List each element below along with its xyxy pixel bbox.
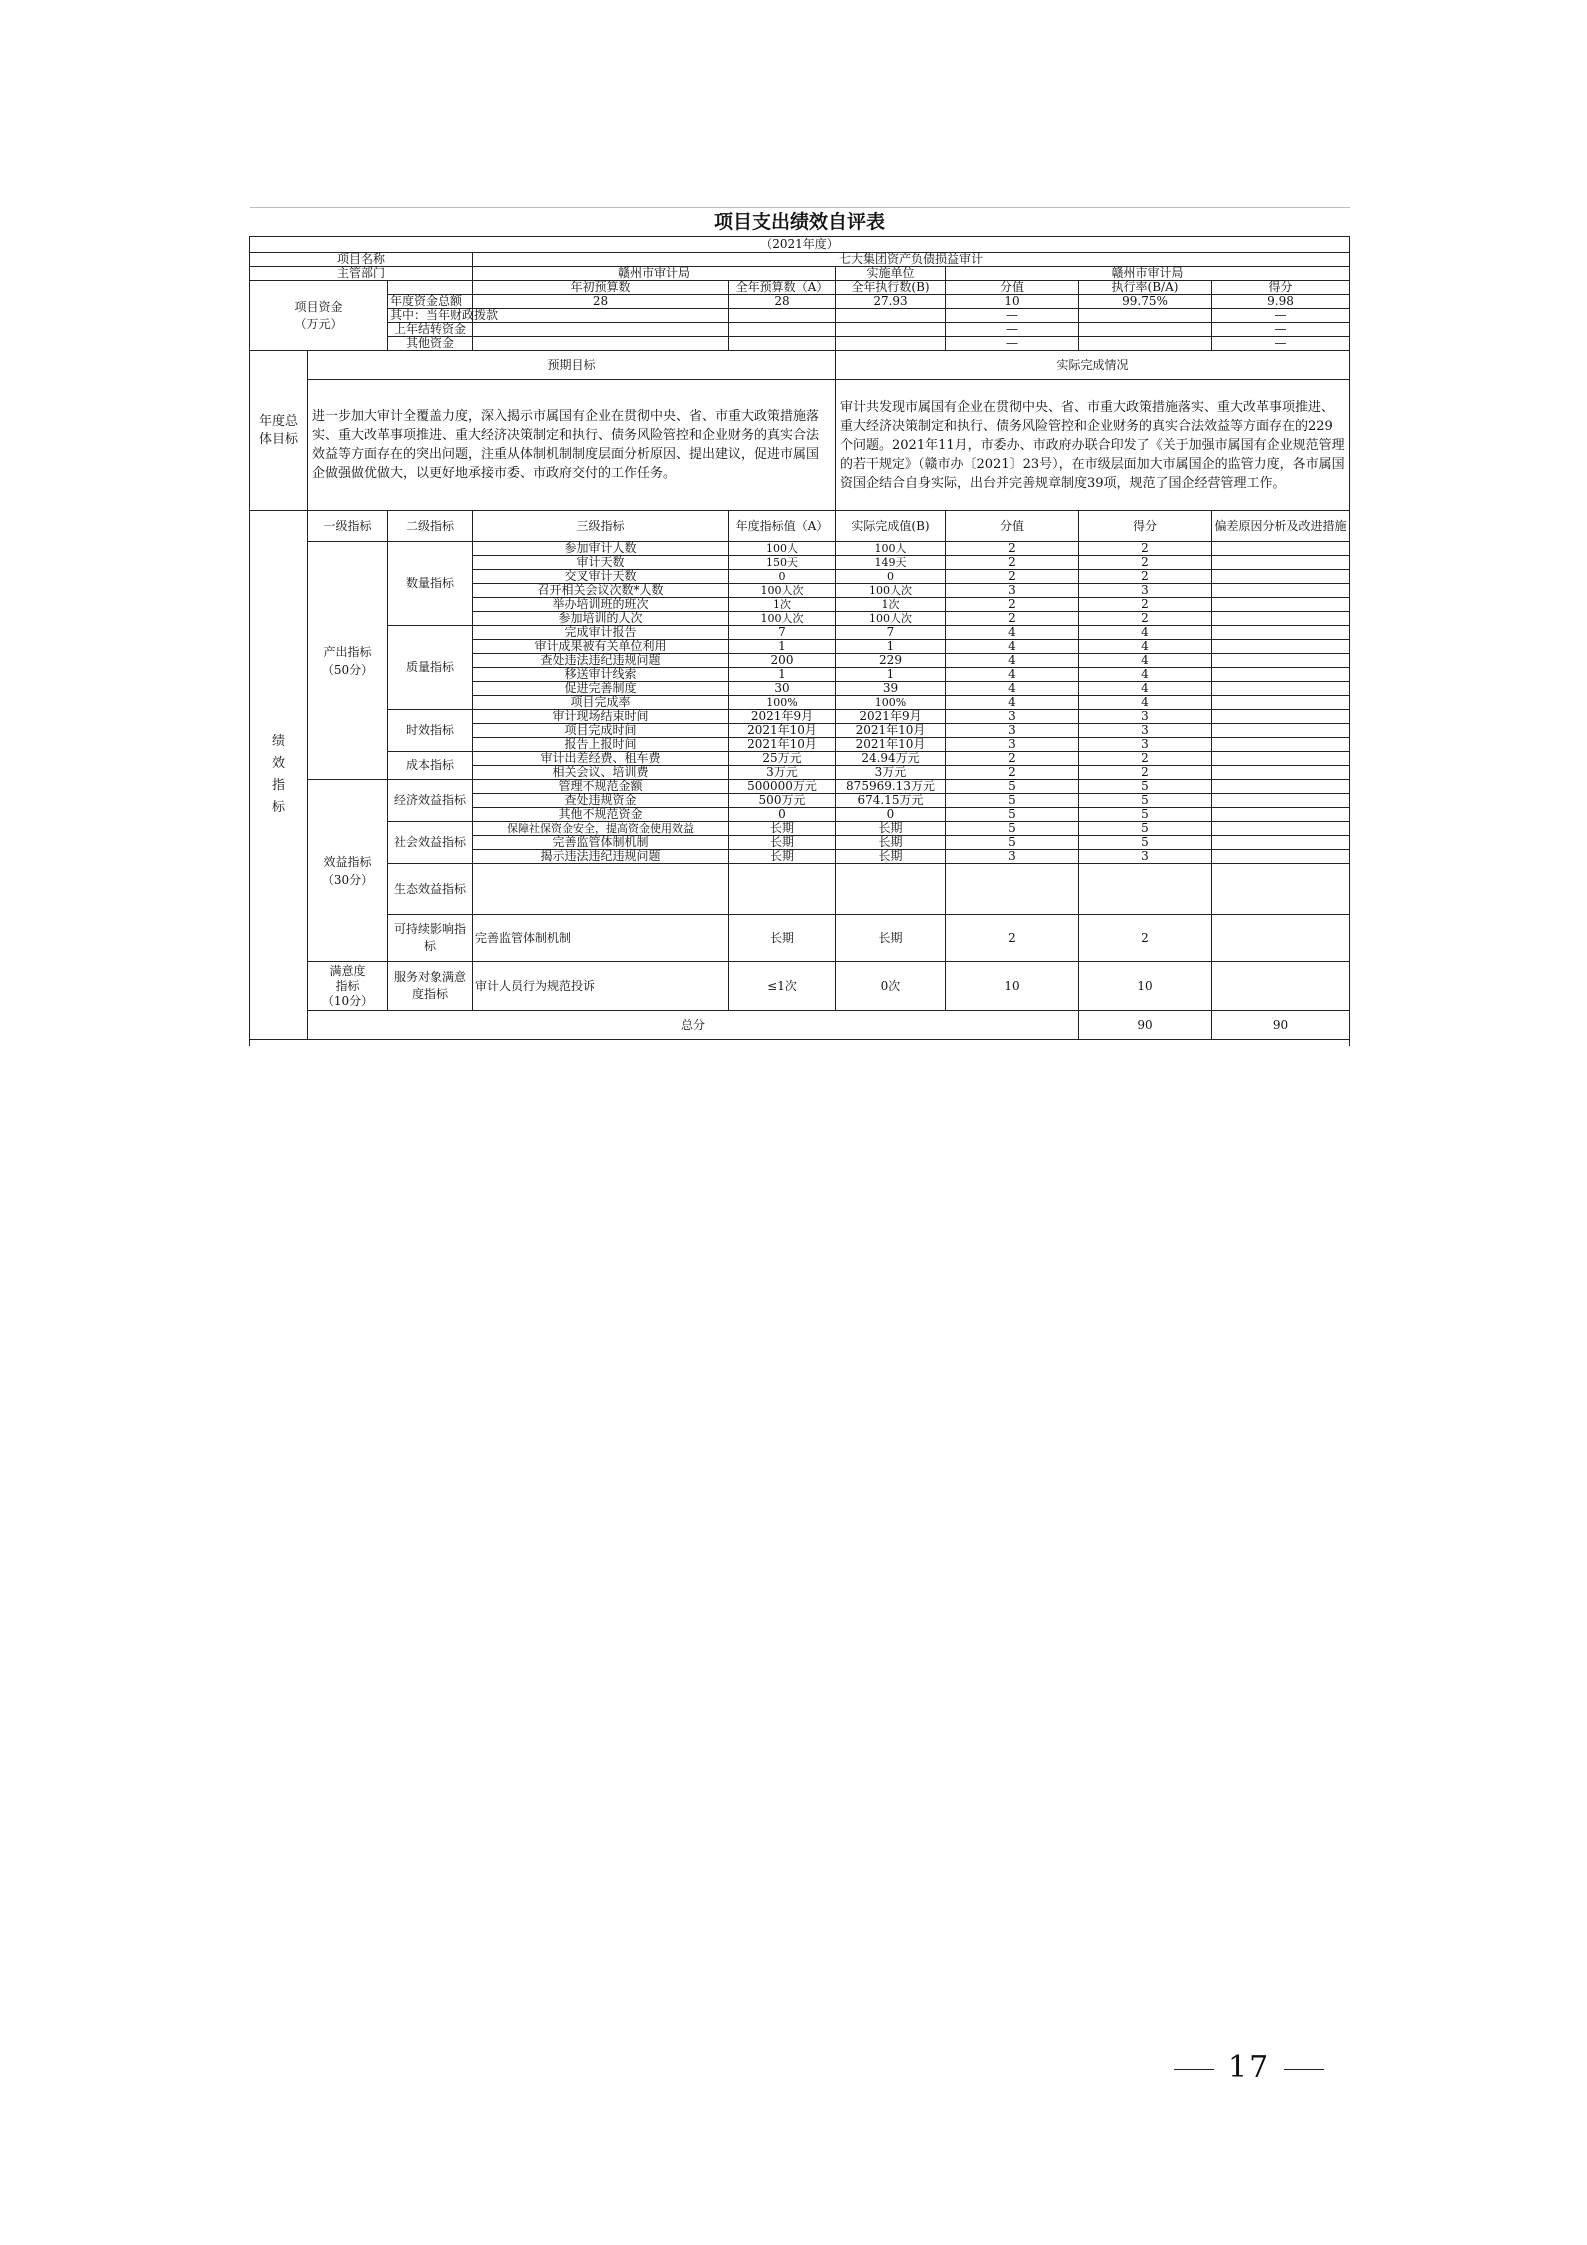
indicator-a: 1	[729, 640, 836, 654]
evaluation-table	[249, 207, 1350, 1046]
year-label: （2021年度）	[250, 237, 1350, 253]
indicator-b: 100人次	[836, 612, 946, 626]
indicator-deviation	[1212, 836, 1350, 850]
footer-dash-left	[1174, 2069, 1214, 2070]
perf-header-l1: 一级指标	[308, 511, 388, 542]
indicator-score: 5	[1079, 808, 1212, 822]
indicator-val: 5	[946, 822, 1079, 836]
indicator-b: 1	[836, 640, 946, 654]
level2-quantity: 数量指标	[388, 542, 473, 626]
funds-header-rate: 执行率(B/A)	[1079, 281, 1212, 295]
indicator-score: 3	[1079, 710, 1212, 724]
funds-row-year: 28	[729, 295, 836, 309]
perf-header-val: 分值	[946, 511, 1079, 542]
indicator-a: 30	[729, 682, 836, 696]
indicator-val: 2	[946, 752, 1079, 766]
indicator-name: 移送审计线索	[473, 668, 729, 682]
funds-header-year: 全年预算数（A）	[729, 281, 836, 295]
indicator-score: 3	[1079, 584, 1212, 598]
funds-row-name: 其他资金	[388, 337, 473, 351]
indicator-a: 1次	[729, 598, 836, 612]
indicator-a: 0	[729, 570, 836, 584]
performance-evaluation-sheet	[249, 207, 1349, 1046]
funds-row-exec	[836, 337, 946, 351]
perf-header-a: 年度指标值（A）	[729, 511, 836, 542]
indicator-b: 674.15万元	[836, 794, 946, 808]
indicator-b: 1	[836, 668, 946, 682]
level1-satisfaction: 满意度 指标 （10分）	[308, 962, 388, 1011]
funds-row-rate	[1079, 323, 1212, 337]
indicator-val: 2	[946, 556, 1079, 570]
indicator-score: 2	[1079, 542, 1212, 556]
indicator-b: 0次	[836, 962, 946, 1011]
funds-row-rate: 99.75%	[1079, 295, 1212, 309]
page-number-footer	[1160, 2050, 1338, 2085]
indicator-val: 2	[946, 612, 1079, 626]
indicator-val: 5	[946, 808, 1079, 822]
indicator-deviation	[1212, 570, 1350, 584]
funds-row-val: —	[946, 309, 1079, 323]
total-label: 总分	[308, 1011, 1079, 1040]
indicator-b: 长期	[836, 850, 946, 864]
indicator-val: 3	[946, 710, 1079, 724]
indicator-val: 4	[946, 626, 1079, 640]
indicator-score: 3	[1079, 724, 1212, 738]
indicator-b: 0	[836, 808, 946, 822]
indicator-deviation	[1212, 724, 1350, 738]
indicator-a: 长期	[729, 836, 836, 850]
indicator-b: 7	[836, 626, 946, 640]
indicator-b: 长期	[836, 822, 946, 836]
indicator-name: 保障社保资金安全，提高资金使用效益	[473, 822, 729, 836]
level2-service: 服务对象满意度指标	[388, 962, 473, 1011]
indicator-a: 100人次	[729, 612, 836, 626]
perf-label: 绩 效 指 标	[250, 511, 308, 1040]
indicator-val: 3	[946, 850, 1079, 864]
indicator-b: 0	[836, 570, 946, 584]
funds-header-exec: 全年执行数(B)	[836, 281, 946, 295]
indicator-deviation	[1212, 752, 1350, 766]
indicator-score: 4	[1079, 668, 1212, 682]
indicator-deviation	[1212, 780, 1350, 794]
indicator-score: 5	[1079, 822, 1212, 836]
indicator-val: 5	[946, 794, 1079, 808]
indicator-name: 完善监管体制机制	[473, 915, 729, 962]
indicator-name: 查处违规资金	[473, 794, 729, 808]
indicator-deviation	[1212, 584, 1350, 598]
indicator-deviation	[1212, 710, 1350, 724]
indicator-val: 2	[946, 598, 1079, 612]
indicator-name: 揭示违法违纪违规问题	[473, 850, 729, 864]
indicator-deviation	[1212, 915, 1350, 962]
indicator-name: 报告上报时间	[473, 738, 729, 752]
indicator-name: 完善监管体制机制	[473, 836, 729, 850]
indicator-b: 2021年10月	[836, 724, 946, 738]
indicator-name: 召开相关会议次数*人数	[473, 584, 729, 598]
level2-ecology: 生态效益指标	[388, 864, 473, 915]
funds-label-line1: 项目资金	[294, 299, 343, 314]
indicator-val: 4	[946, 654, 1079, 668]
indicator-b: 100人	[836, 542, 946, 556]
indicator-name: 管理不规范金额	[473, 780, 729, 794]
indicator-deviation	[1212, 598, 1350, 612]
indicator-deviation	[1212, 556, 1350, 570]
indicator-name: 审计现场结束时间	[473, 710, 729, 724]
funds-label	[250, 281, 388, 351]
indicator-name: 查处违法违纪违规问题	[473, 654, 729, 668]
level2-economic: 经济效益指标	[388, 780, 473, 822]
indicator-a: 2021年10月	[729, 724, 836, 738]
indicator-a: 100人次	[729, 584, 836, 598]
indicator-name: 审计成果被有关单位利用	[473, 640, 729, 654]
indicator-b: 39	[836, 682, 946, 696]
funds-row-name: 年度资金总额	[388, 295, 473, 309]
indicator-a: 25万元	[729, 752, 836, 766]
perf-header-l3: 三级指标	[473, 511, 729, 542]
indicator-name: 审计天数	[473, 556, 729, 570]
indicator-deviation	[1212, 696, 1350, 710]
indicator-a: 长期	[729, 915, 836, 962]
funds-row-score: —	[1212, 309, 1350, 323]
funds-row-val: —	[946, 337, 1079, 351]
funds-row-init	[473, 337, 729, 351]
indicator-b: 875969.13万元	[836, 780, 946, 794]
indicator-deviation	[1212, 794, 1350, 808]
indicator-score: 2	[1079, 598, 1212, 612]
indicator-val: 4	[946, 696, 1079, 710]
indicator-val: 5	[946, 780, 1079, 794]
indicator-name: 促进完善制度	[473, 682, 729, 696]
indicator-b: 3万元	[836, 766, 946, 780]
indicator-score: 5	[1079, 794, 1212, 808]
actual-goals-label: 实际完成情况	[836, 351, 1350, 380]
total-val: 90	[1079, 1011, 1212, 1040]
indicator-val: 2	[946, 570, 1079, 584]
indicator-score: 10	[1079, 962, 1212, 1011]
indicator-name: 相关会议、培训费	[473, 766, 729, 780]
indicator-a: 1	[729, 668, 836, 682]
page-number: 17	[1228, 2050, 1271, 2085]
funds-row-score: —	[1212, 337, 1350, 351]
indicator-a: 3万元	[729, 766, 836, 780]
indicator-name: 审计出差经费、租车费	[473, 752, 729, 766]
indicator-deviation	[1212, 542, 1350, 556]
expected-goals-text: 进一步加大审计全覆盖力度，深入揭示市属国有企业在贯彻中央、省、市重大政策措施落实、重大改革事项推进、重大经济决策制定和执行、债务风险管控和企业财务的真实合法效益等方面存在的突出问题，注重从体制机制制度层面分析原因、提出建议，促进市属国企做强做优做大，以更好地承接市委、市政府交付的工作任务。	[308, 380, 836, 511]
funds-row-year	[729, 309, 836, 323]
indicator-deviation	[1212, 738, 1350, 752]
indicator-a: 2021年9月	[729, 710, 836, 724]
funds-row-rate	[1079, 337, 1212, 351]
indicator-b: 229	[836, 654, 946, 668]
level1-output: 产出指标 （50分）	[308, 542, 388, 780]
indicator-name: 举办培训班的班次	[473, 598, 729, 612]
project-name: 七大集团资产负债损益审计	[473, 253, 1350, 267]
funds-row-name: 其中：当年财政拨款	[388, 309, 473, 323]
funds-row-rate	[1079, 309, 1212, 323]
perf-header-score: 得分	[1079, 511, 1212, 542]
indicator-score: 4	[1079, 682, 1212, 696]
funds-header-init: 年初预算数	[473, 281, 729, 295]
funds-row-val: 10	[946, 295, 1079, 309]
indicator-score: 4	[1079, 626, 1212, 640]
indicator-score: 2	[1079, 612, 1212, 626]
impl-value: 赣州市审计局	[946, 267, 1350, 281]
indicator-score: 5	[1079, 780, 1212, 794]
indicator-val: 2	[946, 542, 1079, 556]
indicator-deviation	[1212, 640, 1350, 654]
indicator-a: 7	[729, 626, 836, 640]
indicator-val: 3	[946, 584, 1079, 598]
indicator-val: 2	[946, 766, 1079, 780]
indicator-a: 200	[729, 654, 836, 668]
level1-benefit: 效益指标 （30分）	[308, 780, 388, 962]
indicator-a: 500万元	[729, 794, 836, 808]
indicator-name: 其他不规范资金	[473, 808, 729, 822]
perf-header-b: 实际完成值(B)	[836, 511, 946, 542]
actual-goals-text: 审计共发现市属国有企业在贯彻中央、省、市重大政策措施落实、重大改革事项推进、重大经济决策制定和执行、债务风险管控和企业财务的真实合法效益等方面存在的229个问题。2021年11月，市委办、市政府办联合印发了《关于加强市属国有企业规范管理的若干规定》（赣市办〔2021〕23号），在市级层面加大市属国企的监管力度，各市属国资国企结合自身实际，出台并完善规章制度39项，规范了国企经营管理工作。	[836, 380, 1350, 511]
indicator-b: 2021年9月	[836, 710, 946, 724]
indicator-score: 2	[1079, 915, 1212, 962]
indicator-name: 项目完成时间	[473, 724, 729, 738]
level2-quality: 质量指标	[388, 626, 473, 710]
indicator-name: 完成审计报告	[473, 626, 729, 640]
indicator-deviation	[1212, 668, 1350, 682]
dept-label: 主管部门	[250, 267, 473, 281]
level2-sustain: 可持续影响指标	[388, 915, 473, 962]
funds-row-score: —	[1212, 323, 1350, 337]
funds-row-exec	[836, 323, 946, 337]
indicator-score: 4	[1079, 696, 1212, 710]
funds-row-year	[729, 323, 836, 337]
indicator-score: 3	[1079, 738, 1212, 752]
indicator-a: 2021年10月	[729, 738, 836, 752]
indicator-b: 100%	[836, 696, 946, 710]
funds-row-exec	[836, 309, 946, 323]
indicator-val: 3	[946, 724, 1079, 738]
indicator-name: 项目完成率	[473, 696, 729, 710]
footer-dash-right	[1284, 2069, 1324, 2070]
table-title: 项目支出绩效自评表	[250, 208, 1350, 237]
level2-time: 时效指标	[388, 710, 473, 752]
indicator-b: 2021年10月	[836, 738, 946, 752]
funds-row-year	[729, 337, 836, 351]
funds-row-val: —	[946, 323, 1079, 337]
impl-label: 实施单位	[836, 267, 946, 281]
indicator-val: 4	[946, 668, 1079, 682]
indicator-val: 4	[946, 640, 1079, 654]
level2-social: 社会效益指标	[388, 822, 473, 864]
funds-row-init	[473, 323, 729, 337]
funds-row-init	[473, 309, 729, 323]
indicator-a: 长期	[729, 822, 836, 836]
indicator-val: 2	[946, 915, 1079, 962]
indicator-deviation	[1212, 626, 1350, 640]
indicator-val: 3	[946, 738, 1079, 752]
indicator-name: 参加审计人数	[473, 542, 729, 556]
indicator-val: 4	[946, 682, 1079, 696]
indicator-score: 2	[1079, 752, 1212, 766]
indicator-a: 100人	[729, 542, 836, 556]
indicator-score: 4	[1079, 654, 1212, 668]
funds-header-score: 得分	[1212, 281, 1350, 295]
indicator-name: 交叉审计天数	[473, 570, 729, 584]
total-score: 90	[1212, 1011, 1350, 1040]
indicator-score: 4	[1079, 640, 1212, 654]
funds-row-score: 9.98	[1212, 295, 1350, 309]
indicator-val: 10	[946, 962, 1079, 1011]
funds-label-line2: （万元）	[294, 316, 343, 331]
indicator-deviation	[1212, 850, 1350, 864]
indicator-deviation	[1212, 654, 1350, 668]
expected-goals-label: 预期目标	[308, 351, 836, 380]
indicator-deviation	[1212, 822, 1350, 836]
indicator-a: 150天	[729, 556, 836, 570]
indicator-val: 5	[946, 836, 1079, 850]
indicator-name: 审计人员行为规范投诉	[473, 962, 729, 1011]
indicator-a: 0	[729, 808, 836, 822]
funds-header-val: 分值	[946, 281, 1079, 295]
indicator-b: 100人次	[836, 584, 946, 598]
indicator-score: 2	[1079, 570, 1212, 584]
indicator-b: 1次	[836, 598, 946, 612]
indicator-score: 3	[1079, 850, 1212, 864]
indicator-a: 500000万元	[729, 780, 836, 794]
project-name-label: 项目名称	[250, 253, 473, 267]
indicator-deviation	[1212, 808, 1350, 822]
level2-cost: 成本指标	[388, 752, 473, 780]
indicator-deviation	[1212, 766, 1350, 780]
dept-value: 赣州市审计局	[473, 267, 836, 281]
goals-label: 年度总 体目标	[250, 351, 308, 511]
perf-header-deviation: 偏差原因分析及改进措施	[1212, 511, 1350, 542]
funds-row-name: 上年结转资金	[388, 323, 473, 337]
indicator-deviation	[1212, 612, 1350, 626]
indicator-a: 100%	[729, 696, 836, 710]
indicator-b: 149天	[836, 556, 946, 570]
indicator-b: 长期	[836, 836, 946, 850]
indicator-b: 24.94万元	[836, 752, 946, 766]
indicator-a: ≤1次	[729, 962, 836, 1011]
indicator-b: 长期	[836, 915, 946, 962]
indicator-score: 2	[1079, 766, 1212, 780]
indicator-a: 长期	[729, 850, 836, 864]
funds-row-init: 28	[473, 295, 729, 309]
indicator-name: 参加培训的人次	[473, 612, 729, 626]
indicator-score: 2	[1079, 556, 1212, 570]
indicator-deviation	[1212, 682, 1350, 696]
funds-row-exec: 27.93	[836, 295, 946, 309]
indicator-score: 5	[1079, 836, 1212, 850]
indicator-deviation	[1212, 962, 1350, 1011]
perf-header-l2: 二级指标	[388, 511, 473, 542]
